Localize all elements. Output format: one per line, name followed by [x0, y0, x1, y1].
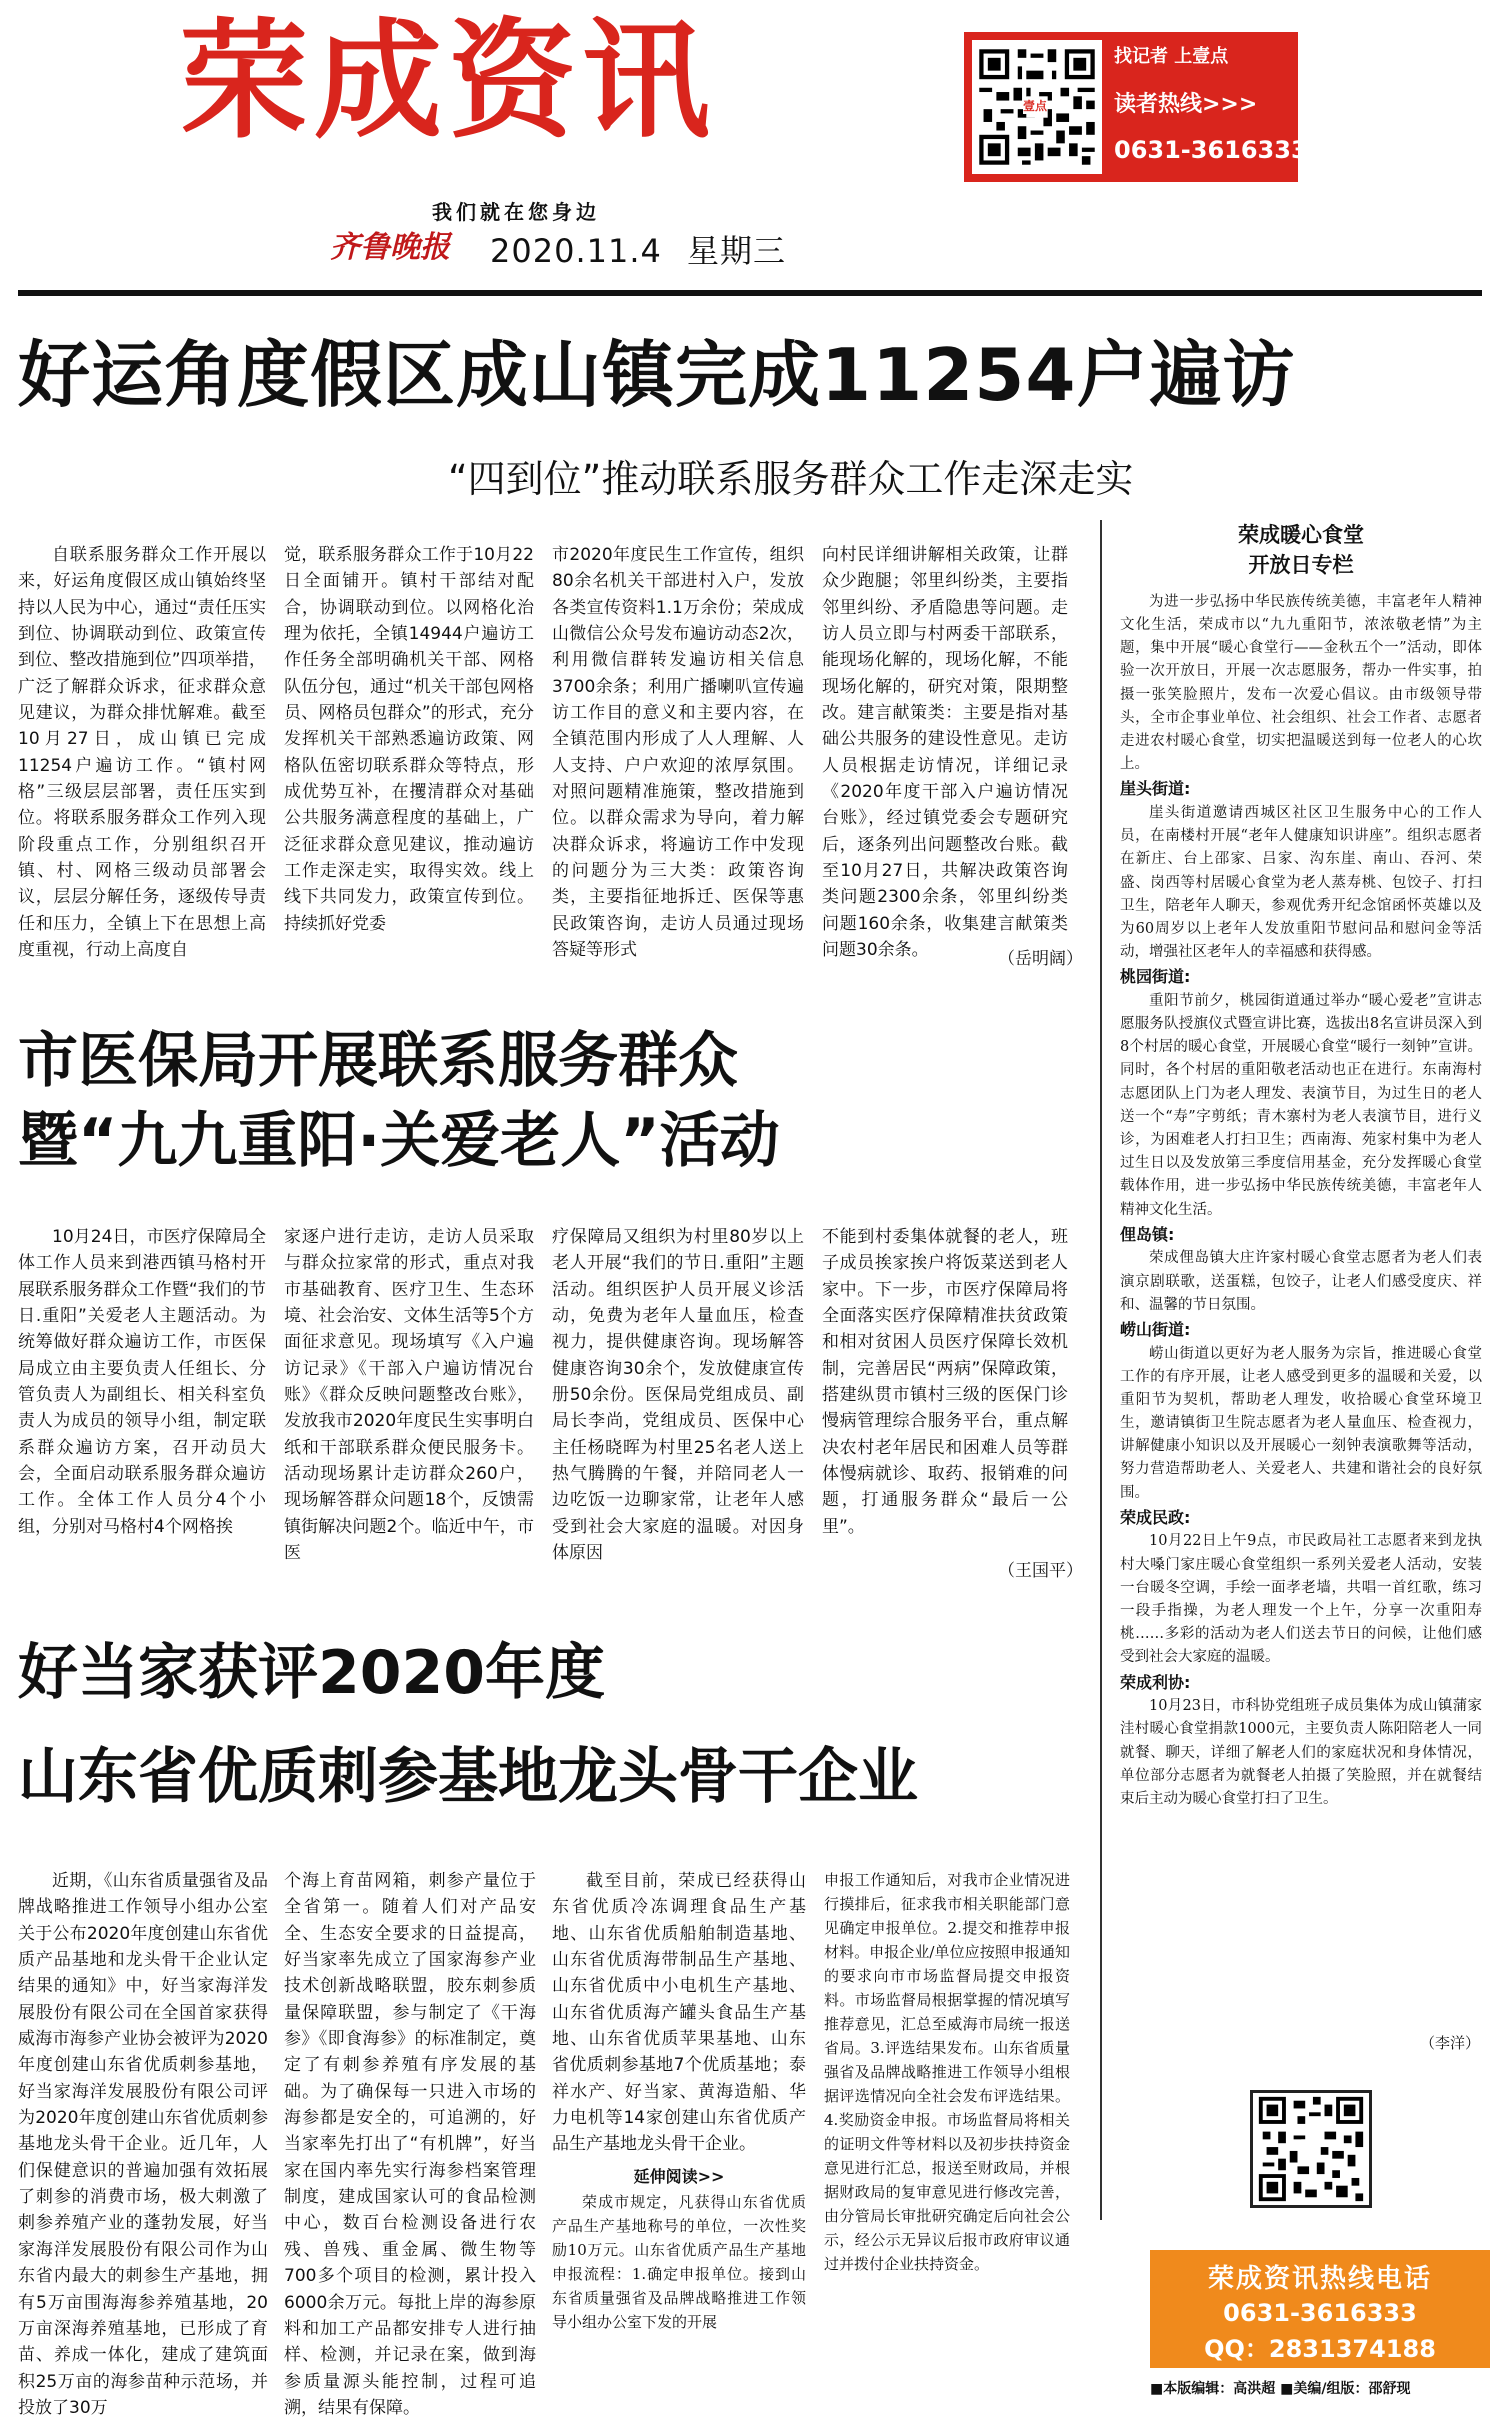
article3-col2: 个海上育苗网箱，刺参产量位于全省第一。随着人们对产品安全、生态安全要求的日益提高，好当家率先成立了国家海参产业技术创新战略联盟，胶东刺参质量保障联盟，参与制定了《干海参》《即食海参》的标准制定，奠定了有刺参养殖有序发展的基础。为了确保每一只进入市场的海参都是安全的，可追溯的，好当家率先打出了“有机牌”，好当家在国内率先实行海参档案管理制度，建成国家认可的食品检测中心，数百台检测设备进行农残、兽残、重金属、微生物等700多个项目的检测，累计投入6000余万元。每批上岸的海参原料和加工产品都安排专人进行抽样、检测，并记录在案，做到海参质量源头能控制，过程可追溯，结果有保障。 [284, 1871, 536, 2418]
qr-caption: 壹点 [1023, 99, 1048, 113]
article3-col3-extended: 荣成市规定，凡获得山东省优质产品生产基地称号的单位，一次性奖励10万元。山东省优质产品生产基地申报流程：1.确定申报单位。接到山东省质量强省及品牌战略推进工作领导小组办公室下发的开展 [552, 2193, 806, 2331]
masthead-rule [18, 290, 1482, 296]
sidebar-title-line2: 开放日专栏 [1248, 553, 1354, 578]
article1-col1: 自联系服务群众工作开展以来，好运角度假区成山镇始终坚持以人民为中心，通过“责任压实到位、协调联动到位、政策宣传到位、整改措施到位”四项举措，广泛了解群众诉求，征求群众意见建议，为群众排忧解难。截至10月27日，成山镇已完成11254户遍访工作。“镇村网格”三级层层部署，责任压实到位。将联系服务群众工作列入现阶段重点工作，分别组织召开镇、村、网格三级动员部署会议，层层分解任务，逐级传导责任和压力，全镇上下在思想上高度重视，行动上高度自 [18, 545, 266, 961]
article3-col3-top: 截至目前，荣成已经获得山东省优质冷冻调理食品生产基地、山东省优质船舶制造基地、山东省优质海带制品生产基地、山东省优质中小电机生产基地、山东省优质海产罐头食品生产基地、山东省优质苹果基地、山东省优质刺参基地7个优质基地；泰祥水产、好当家、黄海造船、华力电机等14家创建山东省优质产品生产基地龙头骨干企业。 [552, 1871, 806, 2155]
sidebar-section-text: 崂山街道以更好为老人服务为宗旨，推进暖心食堂工作的有序开展，让老人感受到更多的温暖和关爱，以重阳节为契机，帮助老人理发，收拾暖心食堂环境卫生，邀请镇街卫生院志愿者为老人量血压、检查视力，讲解健康小知识以及开展暖心一刻钟表演歌舞等活动，努力营造帮助老人、关爱老人、共建和谐社会的良好氛围。 [1120, 1345, 1482, 1501]
hotline-label: 读者热线>>> [1114, 92, 1258, 117]
article2-col2: 家逐户进行走访，走访人员采取与群众拉家常的形式，重点对我市基础教育、医疗卫生、生态环境、社会治安、文体生活等5个方面征求意见。现场填写《入户遍访记录》《干部入户遍访情况台账》《群众反映问题整改台账》，发放我市2020年度民生实事明白纸和干部联系群众便民服务卡。活动现场累计走访群众260户，现场解答群众问题18个，反馈需镇街解决问题2个。临近中午，市医 [284, 1227, 534, 1564]
sidebar-section-heading: 桃园街道: [1120, 967, 1191, 987]
sidebar-section-heading: 崖头街道: [1120, 779, 1191, 799]
hotline-phone[interactable]: 0631-3616333 [1114, 136, 1308, 164]
article1-col2: 觉，联系服务群众工作于10月22日全面铺开。镇村干部结对配合，协调联动到位。以网格化治理为依托，全镇14944户遍访工作任务全部明确机关干部、网格队伍分包，通过“机关干部包网格员、网格员包群众”的形式，充分发挥机关干部熟悉遍访政策、网格队伍密切联系群众等特点，形成优势互补，在攫清群众对基础公共服务满意程度的基础上，广泛征求群众意见建议，推动遍访工作走深走实，取得实效。线上线下共同发力，政策宣传到位。持续抓好党委 [284, 545, 534, 934]
promo-phone[interactable]: 0631-3616333 [1223, 2299, 1417, 2327]
sidebar-section-heading: 崂山街道: [1120, 1319, 1191, 1339]
article1-col3: 市2020年度民生工作宣传，组织80余名机关干部进村入户，发放各类宣传资料1.1万余份；荣成成山微信公众号发布遍访动态2次，利用微信群转发遍访相关信息3700余条；利用广播喇叭宣传遍访工作目的意义和主要内容，在全镇范围内形成了人人理解、人人支持、户户欢迎的浓厚氛围。对照问题精准施策，整改措施到位。以群众需求为导向，着力解决群众诉求，将遍访工作中发现的问题分为三大类：政策咨询类，主要指征地拆迁、医保等惠民政策咨询，走访人员通过现场答疑等形式 [552, 545, 804, 961]
reader-hotline-box [964, 32, 1308, 182]
sidebar-section-heading: 俚岛镇: [1120, 1224, 1175, 1244]
promo-hotline-box [1150, 2250, 1490, 2368]
article3-title-line1: 好当家获评2020年度 [18, 1638, 605, 1708]
sidebar-section-text: 荣成俚岛镇大庄许家村暖心食堂志愿者为老人们表演京剧联歌，送蛋糕，包饺子，让老人们感受度庆、祥和、温馨的节日氛围。 [1120, 1250, 1482, 1313]
masthead-title: 荣成资讯 [180, 7, 717, 156]
sidebar-section-text: 崖头街道邀请西城区社区卫生服务中心的工作人员，在南楼村开展“老年人健康知识讲座”。组织志愿者在新庄、台上邵家、吕家、沟东崖、南山、吞河、荣盛、岗西等村居暖心食堂为老人蒸寿桃、包饺子、打扫卫生，陪老年人聊天，参观优秀开纪念馆函怀英雄以及为60周岁以上老年人发放重阳节慰问品和慰问金等活动，增强社区老年人的幸福感和获得感。 [1120, 804, 1482, 961]
issue-weekday: 星期三 [687, 232, 787, 270]
sidebar-section-heading: 荣成民政: [1120, 1507, 1191, 1527]
article2-col4: 不能到村委集体就餐的老人，班子成员挨家挨户将饭菜送到老人家中。下一步，市医疗保障局将全面落实医疗保障精准扶贫政策和相对贫困人员医疗保障长效机制，完善居民“两病”保障政策，搭建纵贯市镇村三级的医保门诊慢病管理综合服务平台，重点解决农村老年居民和困难人员等群体慢病就诊、取药、报销难的问题，打通服务群众“最后一公里”。 [822, 1227, 1068, 1537]
promo-qq[interactable]: QQ：2831374188 [1204, 2335, 1436, 2363]
qr-code-icon[interactable] [1250, 2090, 1372, 2208]
issue-dateline [490, 226, 786, 272]
article2-byline: （王国平） [998, 1561, 1083, 1581]
article3-col4: 申报工作通知后，对我市企业情况进行摸排后，征求我市相关职能部门意见确定申报单位。2.提交和推荐申报材料。申报企业/单位应按照申报通知的要求向市市场监督局提交申报资料。市场监督局根据掌握的情况填写推荐意见，汇总至威海市局统一报送省局。3.评选结果发布。山东省质量强省及品牌战略推进工作领导小组根据评选情况向全社会发布评选结果。4.奖励资金申报。市场监督局将相关的证明文件等材料以及初步扶持资金意见进行汇总，报送至财政局，并根据财政局的复审意见进行修改完善，由分管局长审批研究确定后向社会公示，经公示无异议后报市政府审议通过并拨付企业扶持资金。 [824, 1871, 1070, 2273]
promo-title: 荣成资讯热线电话 [1207, 2264, 1432, 2294]
article2-col3: 疗保障局又组织为村里80岁以上老人开展“我们的节日.重阳”主题活动。组织医护人员开展义诊活动，免费为老年人量血压，检查视力，提供健康咨询。现场解答健康咨询30余个，发放健康宣传册50余份。医保局党组成员、副局长李尚，党组成员、医保中心主任杨晓晖为村里25名老人送上热气腾腾的午餐，并陪同老人一边吃饭一边聊家常，让老年人感受到社会大家庭的温暖。对因身体原因 [552, 1227, 804, 1564]
article1-title: 好运角度假区成山镇完成11254户遍访 [18, 333, 1296, 417]
article2-col1: 10月24日，市医疗保障局全体工作人员来到港西镇马格村开展联系服务群众工作暨“我们的节日.重阳”关爱老人主题活动。为统筹做好群众遍访工作，市医保局成立由主要负责人任组长、分管负责人为副组长、相关科室负责人为成员的领导小组，制定联系群众遍访方案，召开动员大会，全面启动联系服务群众遍访工作。全体工作人员分4个小组，分别对马格村4个网格挨 [18, 1227, 266, 1537]
sidebar-divider [1100, 520, 1102, 2220]
sidebar-intro: 为进一步弘扬中华民族传统美德，丰富老年人精神文化生活，荣成市以“九九重阳节，浓浓敬老情”为主题，集中开展“暖心食堂行——金秋五个一”活动，即体验一次开放日，开展一次志愿服务，帮办一件实事，拍摄一张笑脸照片，发布一次爱心倡议。由市级领导带头，全市企事业单位、社会组织、社会工作者、志愿者走进农村暖心食堂，切实把温暖送到每一位老人的心坎上。 [1120, 593, 1482, 773]
masthead-slogan: 我们就在您身边 [432, 200, 600, 224]
article3-col1: 近期，《山东省质量强省及品牌战略推进工作领导小组办公室关于公布2020年度创建山东省优质产品基地和龙头骨干企业认定结果的通知》中，好当家海洋发展股份有限公司在全国首家获得威海市海参产业协会被评为2020年度创建山东省优质刺参基地，好当家海洋发展股份有限公司评为2020年度创建山东省优质刺参基地龙头骨干企业。近几年，人们保健意识的普遍加强有效拓展了刺参的消费市场，极大刺激了刺参养殖产业的蓬勃发展，好当家海洋发展股份有限公司作为山东省内最大的刺参生产基地，拥有5万亩围海海参养殖基地，20万亩深海养殖基地，已形成了育苗、养成一体化，建成了建筑面积25万亩的海参苗种示范场，并投放了30万 [18, 1871, 268, 2418]
article1-subtitle: “四到位”推动联系服务群众工作走深走实 [448, 457, 1134, 501]
sidebar-body [1120, 591, 1482, 2081]
sidebar-column [1120, 520, 1482, 2081]
sidebar-section-text: 10月23日，市科协党组班子成员集体为成山镇蒲家洼村暖心食堂捐款1000元，主要负责人陈阳陪老人一同就餐、聊天，详细了解老人们的家庭状况和身体情况，单位部分志愿者为就餐老人拍摄了笑脸照，并在就餐结束后主动为暖心食堂打扫了卫生。 [1120, 1698, 1482, 1807]
extended-reading-title: 延伸阅读>> [633, 2167, 725, 2186]
sidebar-section-heading: 荣成利协: [1120, 1672, 1191, 1692]
newspaper-logo: 齐鲁晚报 [330, 230, 450, 265]
qr-code-icon[interactable] [972, 40, 1102, 174]
article2-title-line1: 市医保局开展联系服务群众 [18, 1026, 738, 1096]
article1-col4: 向村民详细讲解相关政策，让群众少跑腿；邻里纠纷类，主要指邻里纠纷、矛盾隐患等问题。走访人员立即与村两委干部联系，能现场化解的，现场化解，不能现场化解的，研究对策，限期整改。建言献策类：主要是指对基础公共服务的建设性意见。走访人员根据走访情况，详细记录《2020年度干部入户遍访情况台账》，经过镇党委会专题研究后，逐条列出问题整改台账。截至10月27日，共解决政策咨询类问题2300余条，邻里纠纷类问题160余条，收集建言献策类问题30余条。 [822, 545, 1068, 961]
article1-byline: （岳明阔） [998, 949, 1083, 969]
hotline-tag: 找记者 上壹点 [1114, 46, 1229, 67]
article3-title-line2: 山东省优质刺参基地龙头骨干企业 [18, 1742, 918, 1812]
sidebar-byline: （李洋） [1420, 2034, 1481, 2052]
article2-title-line2: 暨“九九重阳·关爱老人”活动 [18, 1106, 780, 1176]
issue-date: 2020.11.4 [490, 232, 662, 270]
sidebar-section-text: 重阳节前夕，桃园街道通过举办“暖心爱老”宣讲志愿服务队授旗仪式暨宣讲比赛，选拔出8名宣讲员深入到8个村居的暖心食堂，开展暖心食堂“暖行一刻钟”宣讲。同时，各个村居的重阳敬老活动也正在进行。东南海村志愿团队上门为老人理发、表演节目，为过生日的老人送一个“寿”字剪纸；青木寨村为老人表演节目，进行义诊，为困难老人打扫卫生；西南海、苑家村集中为老人过生日以及发放第三季度信用基金，充分发挥暖心食堂载体作用，进一步弘扬中华民族传统美德，丰富老年人精神文化生活。 [1120, 992, 1482, 1218]
sidebar-title-line1: 荣成暖心食堂 [1238, 523, 1364, 547]
sidebar-section-text: 10月22日上午9点，市民政局社工志愿者来到龙执村大嗓门家庄暖心食堂组织一系列关爱老人活动，安装一台暖冬空调，手绘一面孝老墙，共唱一首红歌，练习一段手指操，为老人理发一个上午，分享一次重阳寿桃……多彩的活动为老人们送去节日的问候，让他们感受到社会大家庭的温暖。 [1120, 1533, 1482, 1666]
page-credits: ■本版编辑：高洪超 ■美编/组版：邵舒现 [1150, 2381, 1411, 2397]
